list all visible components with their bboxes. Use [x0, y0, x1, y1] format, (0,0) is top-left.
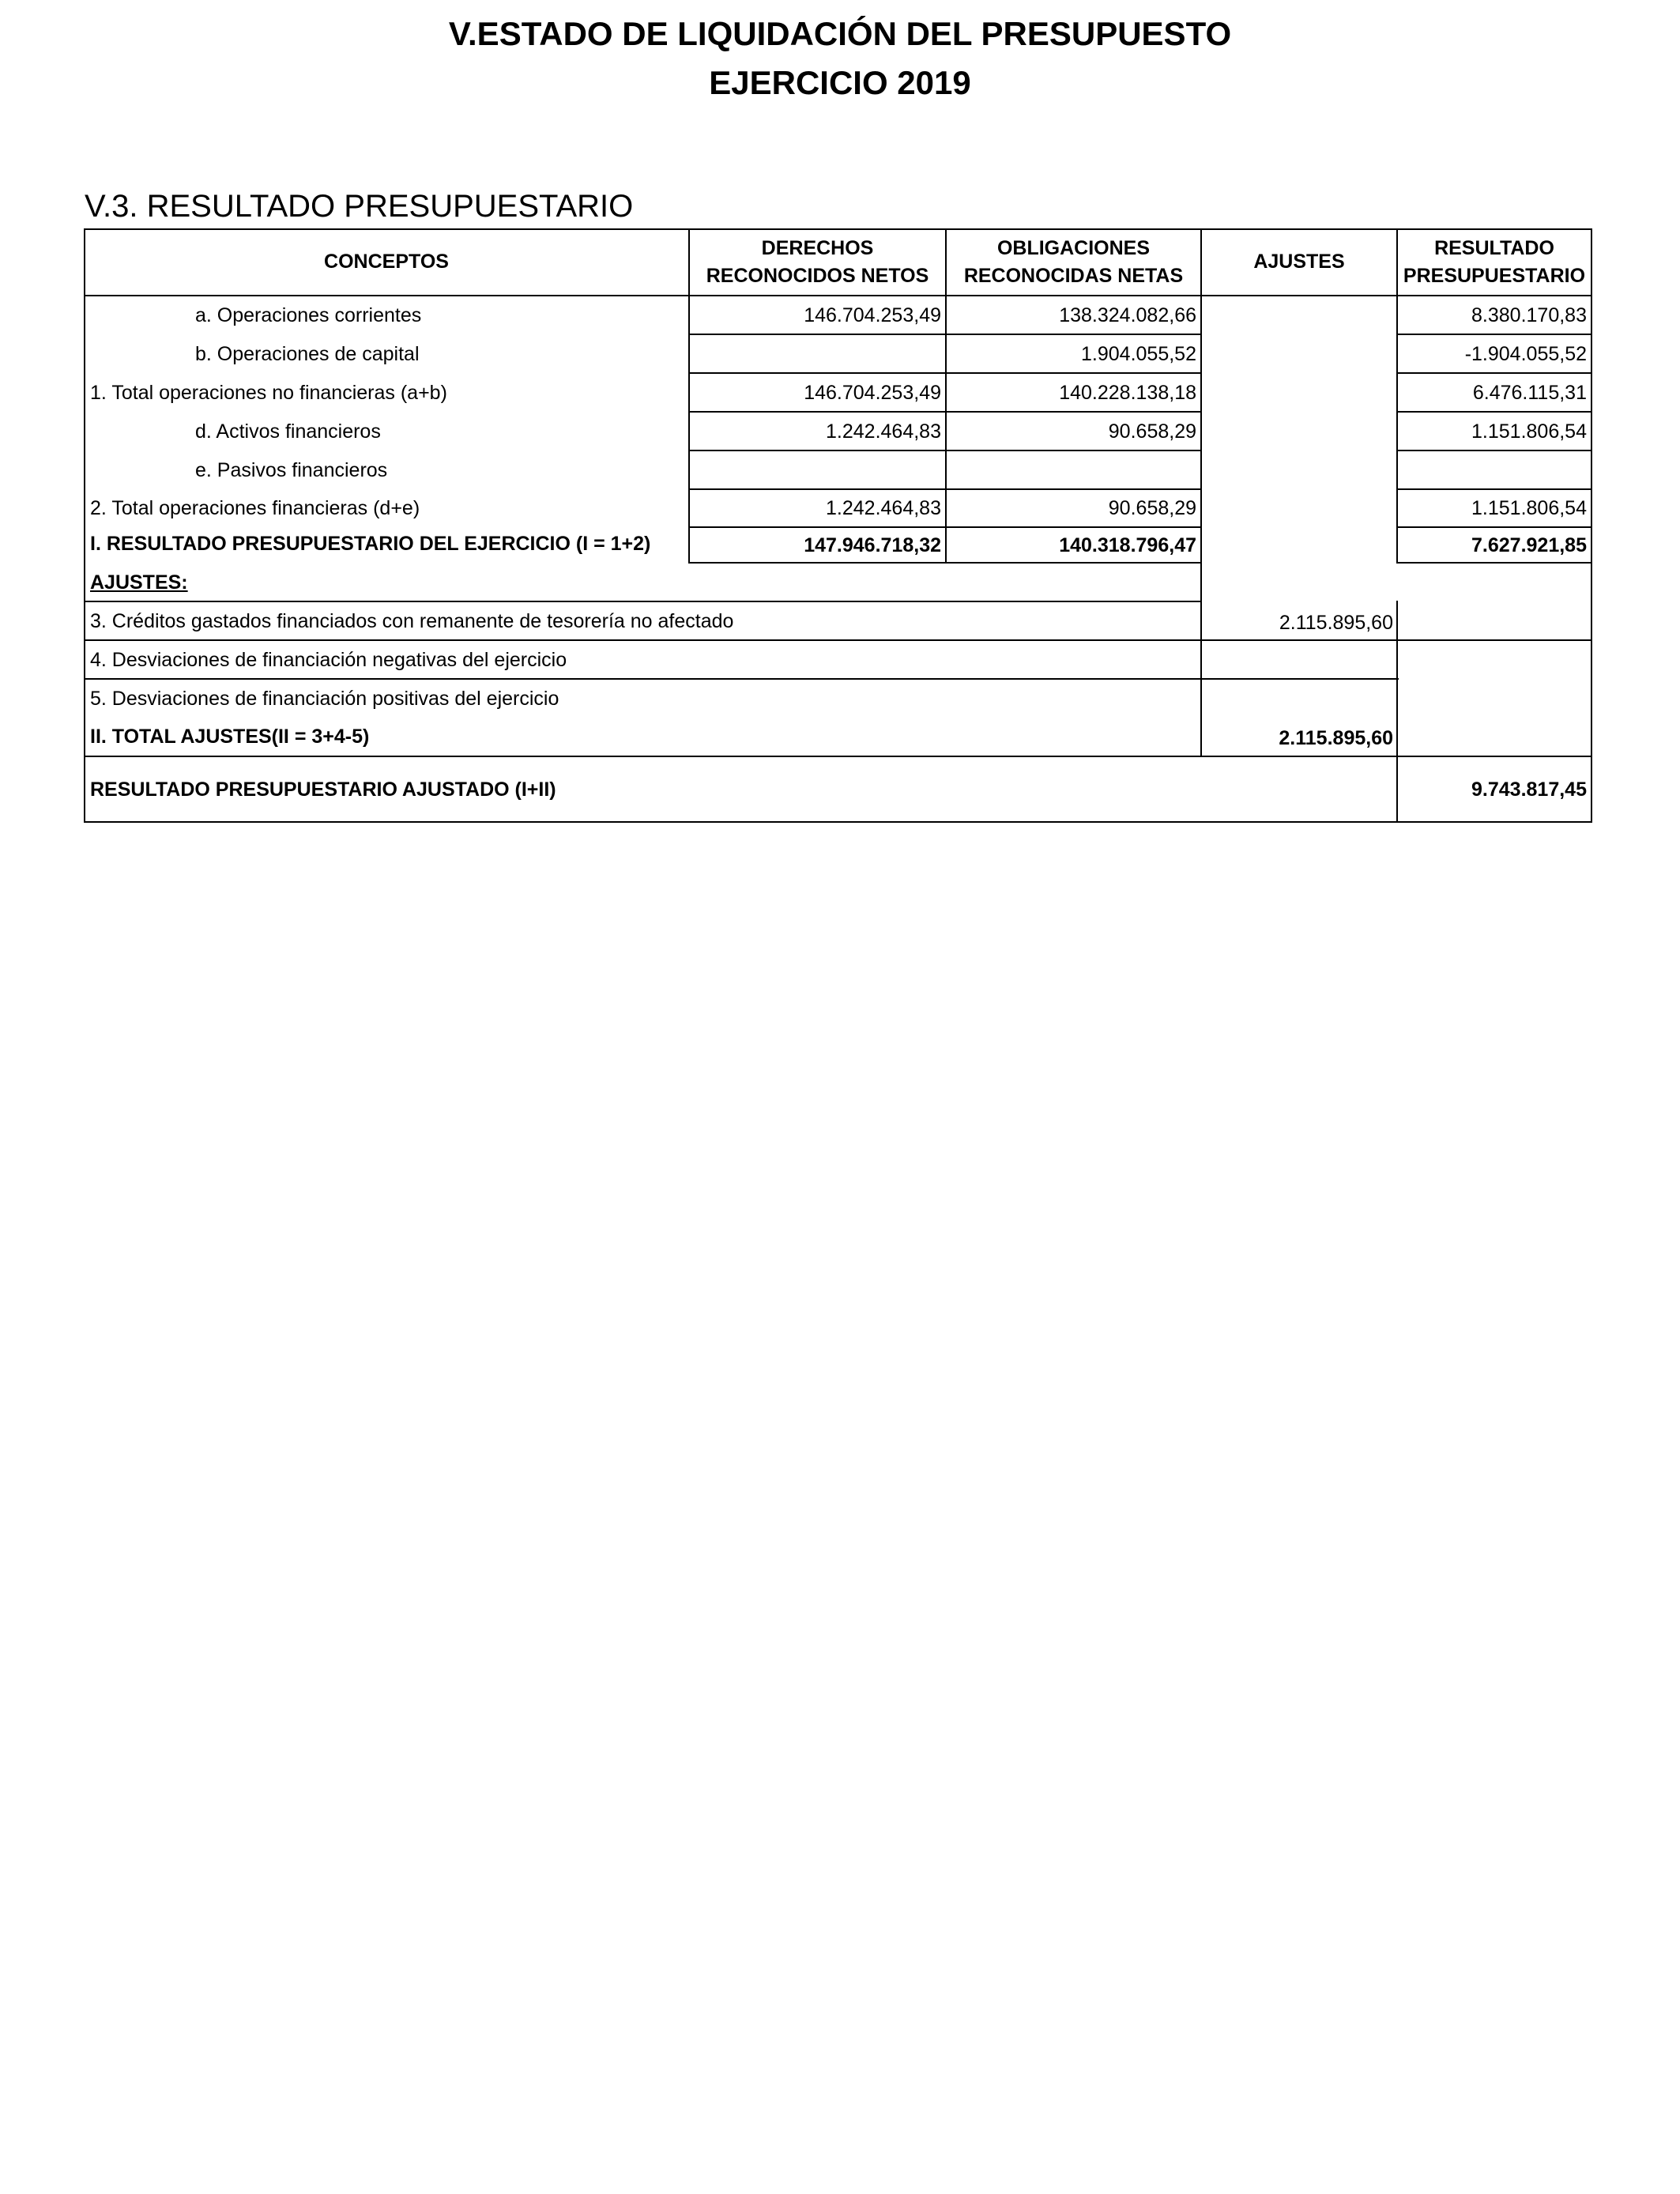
- table-line: [84, 228, 85, 823]
- row-resultado: 1.151.806,54: [1471, 420, 1587, 443]
- table-line: [84, 821, 1592, 823]
- col-header-resultado-sub: PRESUPUESTARIO: [1403, 265, 1586, 287]
- col-header-derechos-sub: RECONOCIDOS NETOS: [706, 265, 929, 287]
- row-obligaciones: 90.658,29: [1108, 497, 1196, 519]
- row-concepto: 1. Total operaciones no financieras (a+b): [90, 382, 447, 404]
- col-header-obligaciones: OBLIGACIONES: [996, 237, 1151, 259]
- table-line: [1396, 372, 1592, 374]
- table-line: [84, 601, 1202, 602]
- table-line: [1396, 526, 1592, 528]
- row-obligaciones: 90.658,29: [1108, 420, 1196, 443]
- table-line: [1200, 228, 1202, 757]
- row-resultado: 1.151.806,54: [1471, 497, 1587, 519]
- col-header-conceptos: CONCEPTOS: [324, 251, 449, 273]
- col-header-resultado: RESULTADO: [1434, 237, 1554, 259]
- table-line: [1396, 562, 1592, 564]
- col-header-derechos: DERECHOS: [761, 237, 874, 259]
- row-concepto: e. Pasivos financieros: [195, 459, 388, 481]
- row-obligaciones-total: 140.318.796,47: [1059, 534, 1196, 556]
- row-derechos: 146.704.253,49: [804, 304, 941, 326]
- final-valor: 9.743.817,45: [1471, 778, 1587, 801]
- row-resultado: 6.476.115,31: [1472, 382, 1587, 404]
- ajuste-concepto-total: II. TOTAL AJUSTES(II = 3+4-5): [90, 726, 370, 748]
- col-header-obligaciones-sub: RECONOCIDAS NETAS: [963, 265, 1184, 287]
- row-resultado: -1.904.055,52: [1464, 343, 1587, 365]
- row-obligaciones: 140.228.138,18: [1059, 382, 1196, 404]
- table-line: [84, 295, 1592, 296]
- row-obligaciones: 138.324.082,66: [1059, 304, 1196, 326]
- ajuste-concepto: 4. Desviaciones de financiación negativas del ejercicio: [90, 649, 567, 671]
- table-line: [84, 228, 1592, 230]
- row-derechos: 1.242.464,83: [826, 420, 941, 443]
- row-concepto: b. Operaciones de capital: [195, 343, 420, 365]
- row-concepto: 2. Total operaciones financieras (d+e): [90, 497, 420, 519]
- row-derechos: 1.242.464,83: [826, 497, 941, 519]
- table-line: [1396, 450, 1592, 451]
- row-resultado-total: 7.627.921,85: [1471, 534, 1587, 556]
- table-line: [1396, 488, 1592, 490]
- page-subtitle: EJERCICIO 2019: [709, 64, 971, 101]
- table-line: [84, 756, 1592, 757]
- final-label: RESULTADO PRESUPUESTARIO AJUSTADO (I+II): [90, 778, 556, 801]
- row-concepto: a. Operaciones corrientes: [195, 304, 422, 326]
- ajuste-concepto: 3. Créditos gastados financiados con remanente de tesorería no afectado: [90, 610, 734, 632]
- table-line: [1591, 228, 1592, 823]
- table-line: [1396, 411, 1592, 413]
- col-header-ajustes: AJUSTES: [1253, 251, 1345, 273]
- ajustes-label: AJUSTES:: [90, 571, 188, 594]
- row-resultado: 8.380.170,83: [1471, 304, 1587, 326]
- row-derechos-total: 147.946.718,32: [804, 534, 941, 556]
- ajuste-valor-total: 2.115.895,60: [1279, 727, 1393, 749]
- page-title: V.ESTADO DE LIQUIDACIÓN DEL PRESUPUESTO: [448, 15, 1232, 52]
- ajuste-valor: 2.115.895,60: [1279, 612, 1393, 634]
- table-line: [84, 639, 1592, 641]
- row-concepto-total: I. RESULTADO PRESUPUESTARIO DEL EJERCICIO (I = 1+2): [90, 533, 651, 555]
- row-concepto: d. Activos financieros: [195, 420, 381, 443]
- row-obligaciones: 1.904.055,52: [1081, 343, 1196, 365]
- ajuste-concepto: 5. Desviaciones de financiación positivas del ejercicio: [90, 688, 559, 710]
- section-title: V.3. RESULTADO PRESUPUESTARIO: [85, 189, 634, 224]
- table-line: [1396, 334, 1592, 335]
- row-derechos: 146.704.253,49: [804, 382, 941, 404]
